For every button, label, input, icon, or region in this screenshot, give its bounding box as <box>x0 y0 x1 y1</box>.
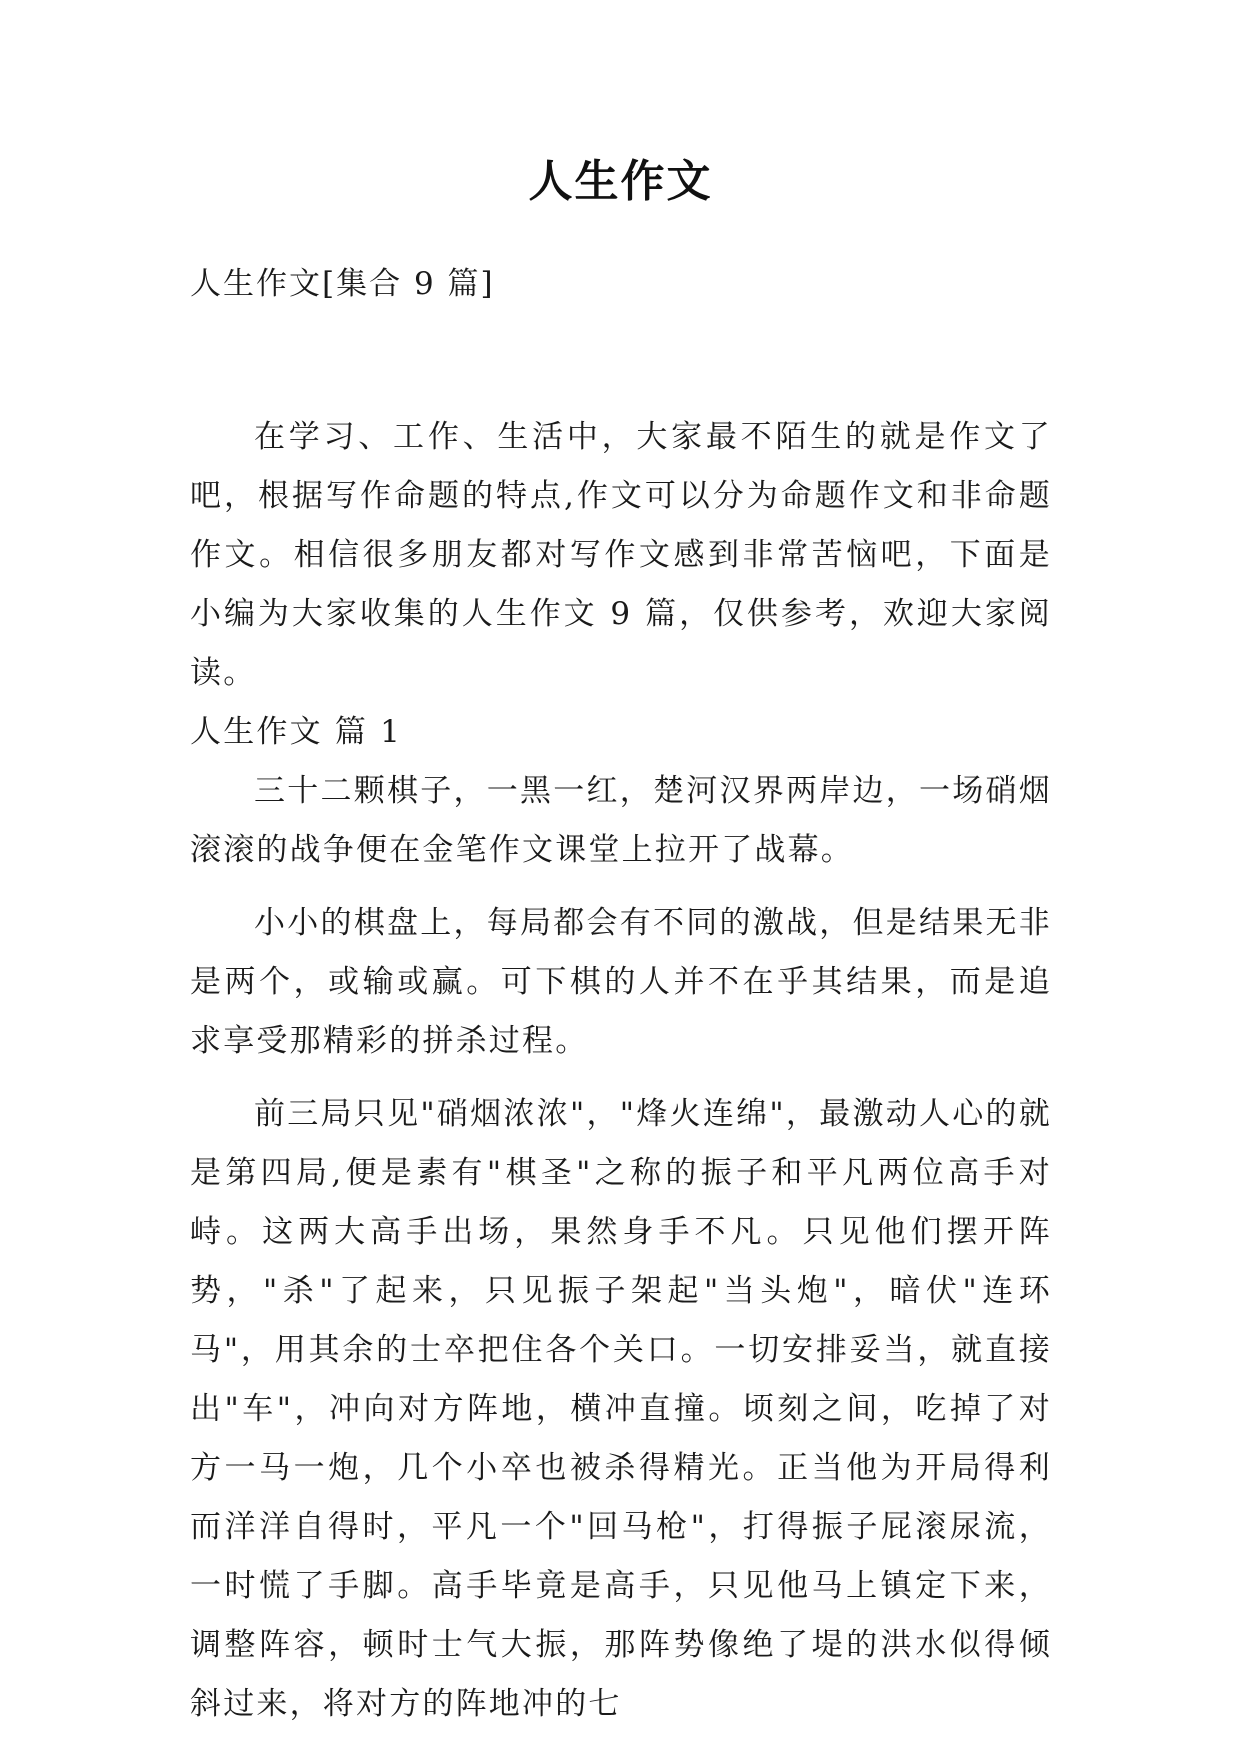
paragraph-gap <box>190 1071 1052 1085</box>
body-paragraph: 小小的棋盘上，每局都会有不同的激战，但是结果无非是两个，或输或赢。可下棋的人并不在乎其结果，而是追求享受那精彩的拼杀过程。 <box>190 905 1052 1059</box>
intro-paragraph: 在学习、工作、生活中，大家最不陌生的就是作文了吧，根据写作命题的特点,作文可以分为命题作文和非命题作文。相信很多朋友都对写作文感到非常苦恼吧，下面是小编为大家收集的人生作文 9 篇，仅供参考，欢迎大家阅读。 <box>190 419 1052 691</box>
section-heading: 人生作文 篇 1 <box>190 714 403 750</box>
body-paragraph: 三十二颗棋子，一黑一红，楚河汉界两岸边，一场硝烟滚滚的战争便在金笔作文课堂上拉开了战幕。 <box>190 773 1052 868</box>
document-body <box>190 408 1052 1734</box>
paragraph-gap <box>190 880 1052 894</box>
document-subtitle: 人生作文[集合 9 篇] <box>190 266 495 302</box>
body-paragraph: 前三局只见"硝烟浓浓"，"烽火连绵"，最激动人心的就是第四局,便是素有"棋圣"之称的振子和平凡两位高手对峙。这两大高手出场，果然身手不凡。只见他们摆开阵势，"杀"了起来，只见振子架起"当头炮"，暗伏"连环马"，用其余的士卒把住各个关口。一切安排妥当，就直接出"车"，冲向对方阵地，横冲直撞。顷刻之间，吃掉了对方一马一炮，几个小卒也被杀得精光。正当他为开局得利而洋洋自得时，平凡一个"回马枪"，打得振子屁滚尿流，一时慌了手脚。高手毕竟是高手，只见他马上镇定下来，调整阵容，顿时士气大振，那阵势像绝了堤的洪水似得倾斜过来，将对方的阵地冲的七 <box>190 1096 1052 1722</box>
document-title: 人生作文 <box>528 156 713 207</box>
